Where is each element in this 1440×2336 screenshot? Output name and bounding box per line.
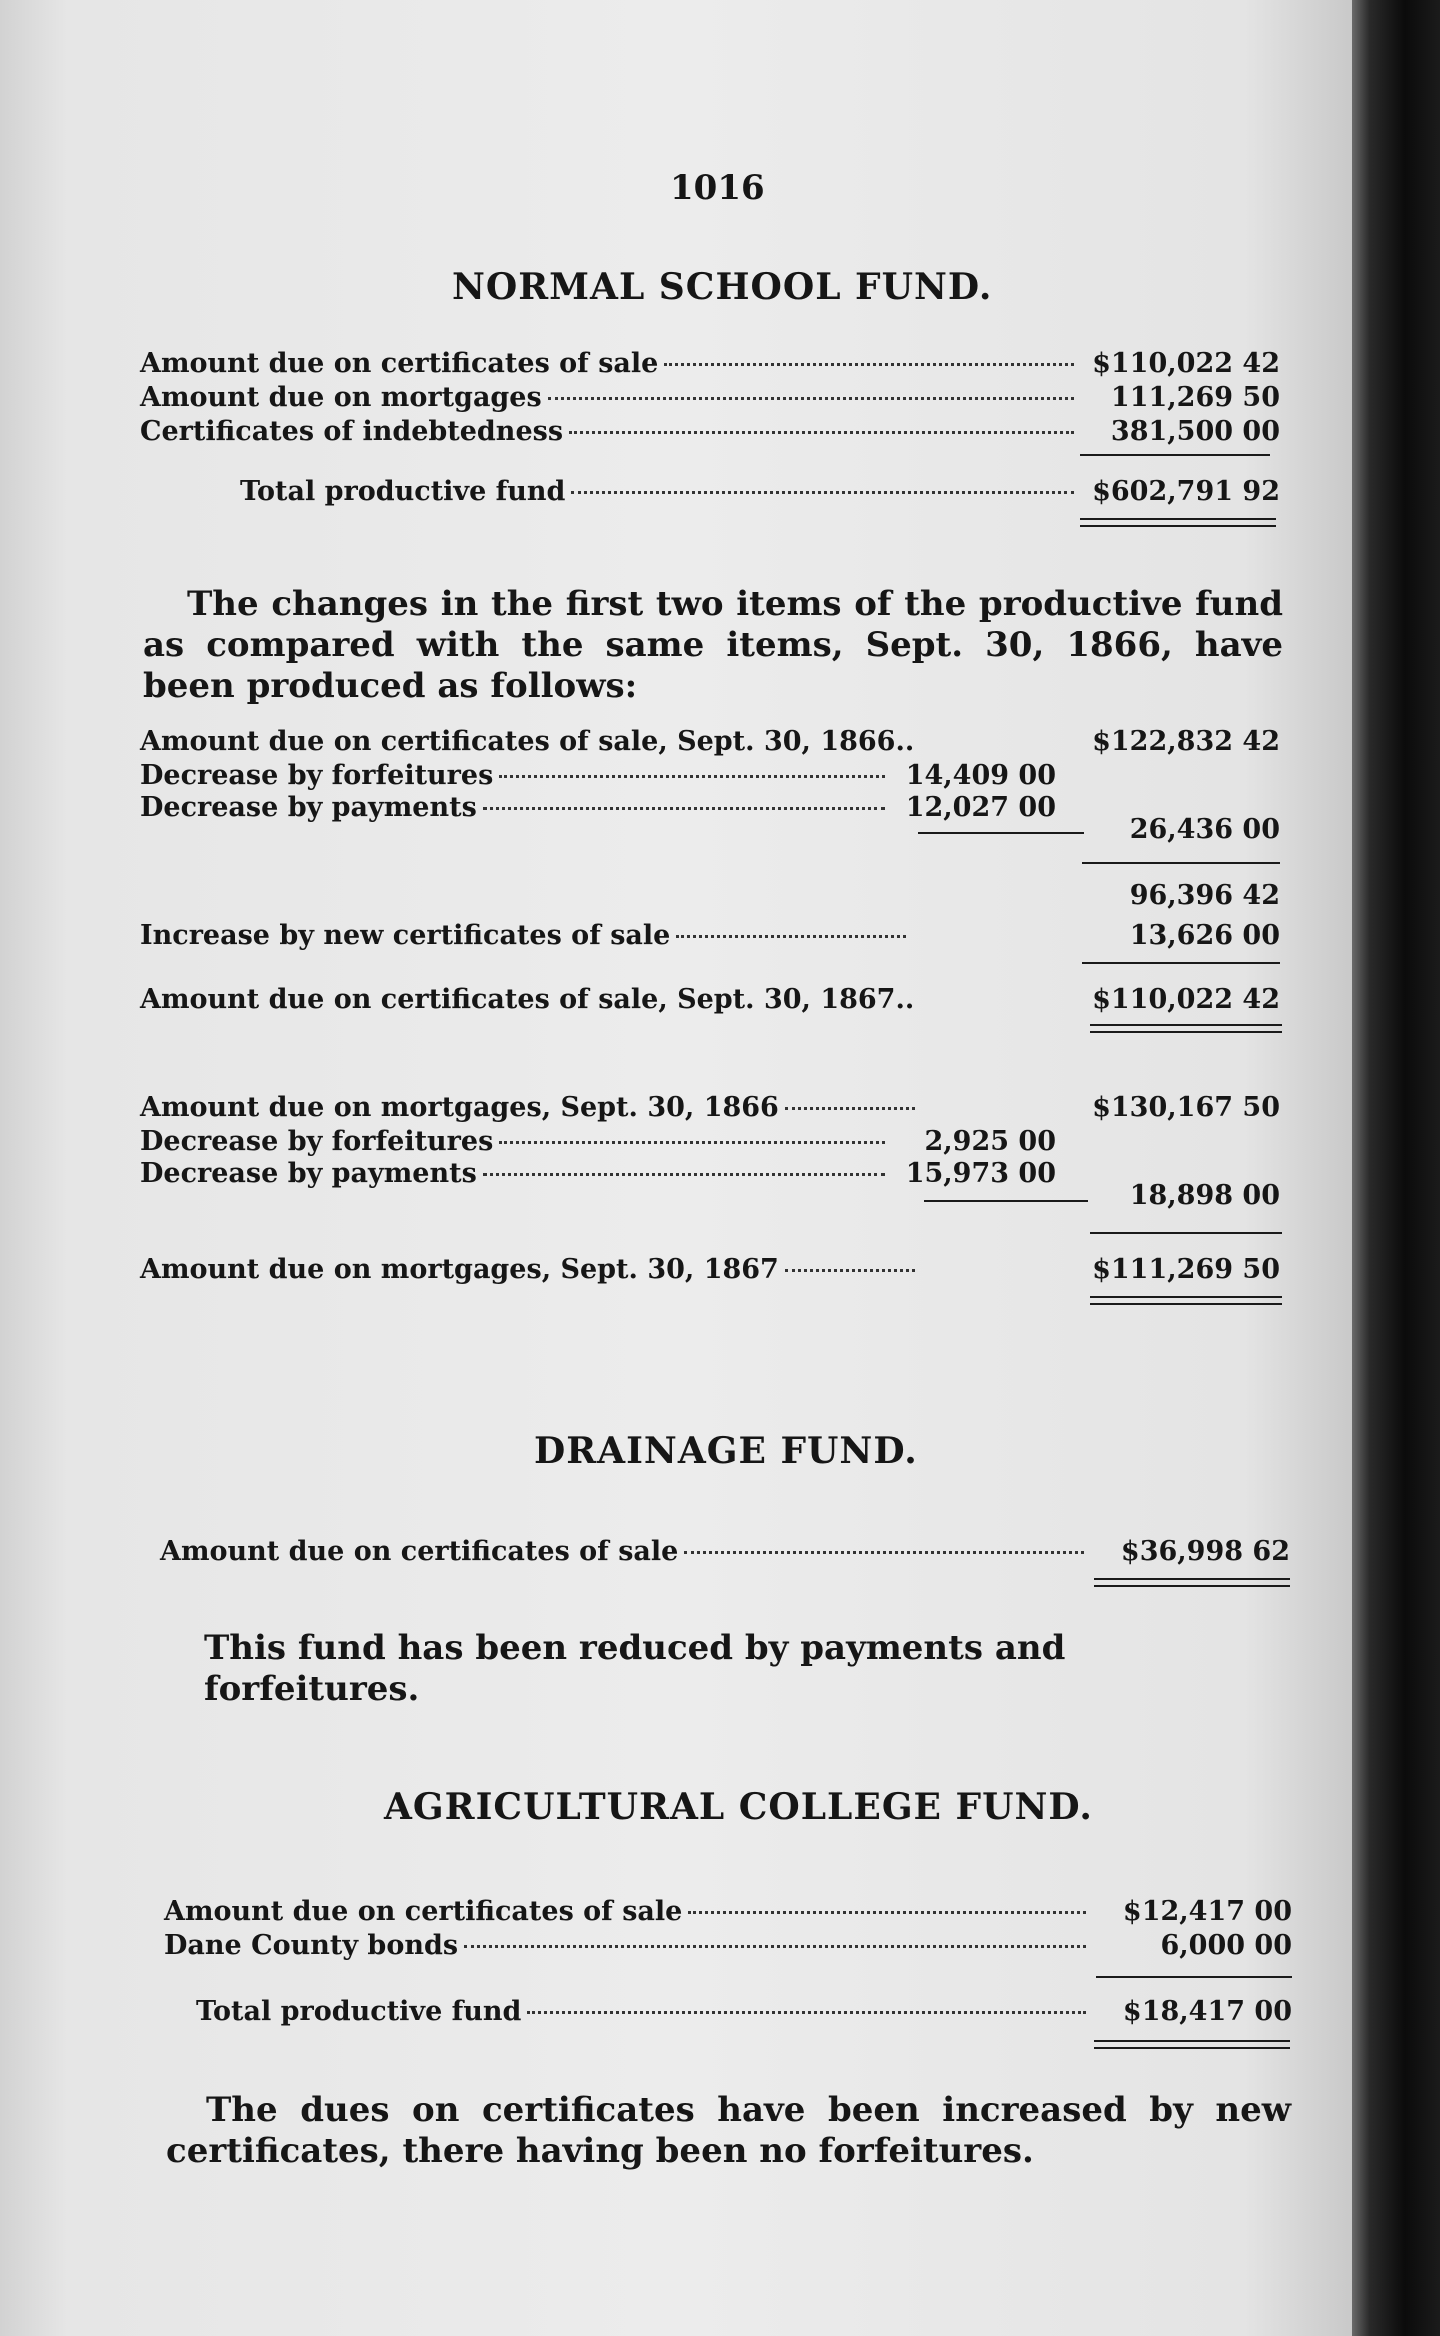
ns-mort-start-amount: $130,167 50 bbox=[1092, 1092, 1280, 1123]
ns-row-certificates bbox=[140, 348, 1280, 382]
ns-cert-start-amount: $122,832 42 bbox=[1092, 726, 1280, 757]
normal-school-heading: NORMAL SCHOOL FUND. bbox=[452, 266, 993, 308]
ns-cert-end-amount: $110,022 42 bbox=[1092, 984, 1280, 1015]
ns-mort-start-row bbox=[140, 1092, 1280, 1126]
page-number: 1016 bbox=[670, 168, 765, 208]
drainage-double-rule bbox=[1094, 1578, 1290, 1587]
ns-cert-start-row bbox=[140, 726, 1280, 760]
drainage-heading: DRAINAGE FUND. bbox=[534, 1430, 918, 1472]
ag-total-label: Total productive fund bbox=[196, 1996, 522, 2027]
ns-row-label: Amount due on certificates of sale bbox=[140, 348, 659, 379]
book-spine bbox=[1352, 0, 1440, 2336]
ns-changes-paragraph: The changes in the first two items of the productive fund as compared with the same items, Sept. 30, 1866, have been produced as follows: bbox=[143, 584, 1283, 706]
ns-cert-subtotal: 96,396 42 bbox=[1129, 880, 1280, 911]
ns-row-indebtedness bbox=[140, 416, 1280, 450]
ns-cert-forfeit-row bbox=[140, 760, 1280, 794]
ns-mort-end-amount: $111,269 50 bbox=[1092, 1254, 1280, 1285]
drainage-paragraph: This fund has been reduced by payments and forfeitures. bbox=[204, 1628, 1066, 1709]
ns-cert-end-label: Amount due on certificates of sale, Sept. 30, 1867.. bbox=[140, 984, 915, 1015]
ag-row-label: Amount due on certificates of sale bbox=[164, 1896, 683, 1927]
ns-total-rule bbox=[1080, 454, 1270, 456]
ns-cert-increase-amount: 13,626 00 bbox=[1129, 920, 1280, 951]
ns-mort-forfeit-label: Decrease by forfeitures bbox=[140, 1126, 494, 1157]
drainage-row-label: Amount due on certificates of sale bbox=[160, 1536, 679, 1567]
ns-cert-subtotal-row bbox=[140, 880, 1280, 914]
drainage-row-amount: $36,998 62 bbox=[1120, 1536, 1290, 1567]
ns-mort-decrease-total: 18,898 00 bbox=[1129, 1180, 1280, 1211]
ns-row-mortgages bbox=[140, 382, 1280, 416]
ns-mort-end-rule bbox=[1090, 1232, 1282, 1234]
ns-cert-end-row bbox=[140, 984, 1280, 1018]
ns-mort-payments-label: Decrease by payments bbox=[140, 1158, 477, 1189]
agricultural-heading: AGRICULTURAL COLLEGE FUND. bbox=[384, 1786, 1093, 1828]
ns-cert-payments-label: Decrease by payments bbox=[140, 792, 477, 823]
ag-total-row bbox=[196, 1996, 1292, 2030]
ns-total-double-rule bbox=[1080, 518, 1276, 527]
ag-row-amount: $12,417 00 bbox=[1122, 1896, 1292, 1927]
ns-row-amount: $110,022 42 bbox=[1092, 348, 1280, 379]
ns-cert-forfeit-label: Decrease by forfeitures bbox=[140, 760, 494, 791]
ns-cert-decrease-total: 26,436 00 bbox=[1129, 814, 1280, 845]
ns-cert-subtotal-rule bbox=[1082, 862, 1280, 864]
ag-paragraph: The dues on certificates have been increased by new certificates, there having been no forfeitures. bbox=[166, 2090, 1291, 2171]
ns-cert-increase-label: Increase by new certificates of sale bbox=[140, 920, 671, 951]
ns-mort-decrease-total-row bbox=[140, 1180, 1280, 1214]
ag-row-amount: 6,000 00 bbox=[1160, 1930, 1292, 1961]
ns-cert-end-double-rule bbox=[1090, 1024, 1282, 1033]
ag-row-bonds bbox=[164, 1930, 1292, 1964]
drainage-row bbox=[160, 1536, 1290, 1570]
ns-cert-increase-row bbox=[140, 920, 1280, 954]
ns-mort-end-double-rule bbox=[1090, 1296, 1282, 1305]
ns-mort-payments-amount: 15,973 00 bbox=[905, 1158, 1056, 1189]
ns-mort-forfeit-amount: 2,925 00 bbox=[924, 1126, 1056, 1157]
ns-cert-decrease-total-row bbox=[140, 814, 1280, 848]
ns-total-label: Total productive fund bbox=[240, 476, 566, 507]
ns-total-amount: $602,791 92 bbox=[1092, 476, 1280, 507]
ns-cert-forfeit-amount: 14,409 00 bbox=[905, 760, 1056, 791]
ag-total-amount: $18,417 00 bbox=[1122, 1996, 1292, 2027]
ns-mort-end-label: Amount due on mortgages, Sept. 30, 1867 bbox=[140, 1254, 779, 1285]
ns-total-row bbox=[240, 476, 1280, 510]
ns-row-amount: 111,269 50 bbox=[1110, 382, 1280, 413]
ns-row-label: Amount due on mortgages bbox=[140, 382, 542, 413]
ns-mort-forfeit-row bbox=[140, 1126, 1280, 1160]
ns-row-amount: 381,500 00 bbox=[1110, 416, 1280, 447]
ns-cert-end-rule bbox=[1082, 962, 1280, 964]
ns-row-label: Certificates of indebtedness bbox=[140, 416, 564, 447]
ns-mort-start-label: Amount due on mortgages, Sept. 30, 1866 bbox=[140, 1092, 779, 1123]
ns-mort-end-row bbox=[140, 1254, 1280, 1288]
ag-total-rule bbox=[1096, 1976, 1292, 1978]
ag-total-double-rule bbox=[1094, 2040, 1290, 2049]
ns-cert-payments-amount: 12,027 00 bbox=[905, 792, 1056, 823]
ns-cert-start-label: Amount due on certificates of sale, Sept. 30, 1866.. bbox=[140, 726, 915, 757]
ag-row-label: Dane County bonds bbox=[164, 1930, 459, 1961]
ag-row-certificates bbox=[164, 1896, 1292, 1930]
